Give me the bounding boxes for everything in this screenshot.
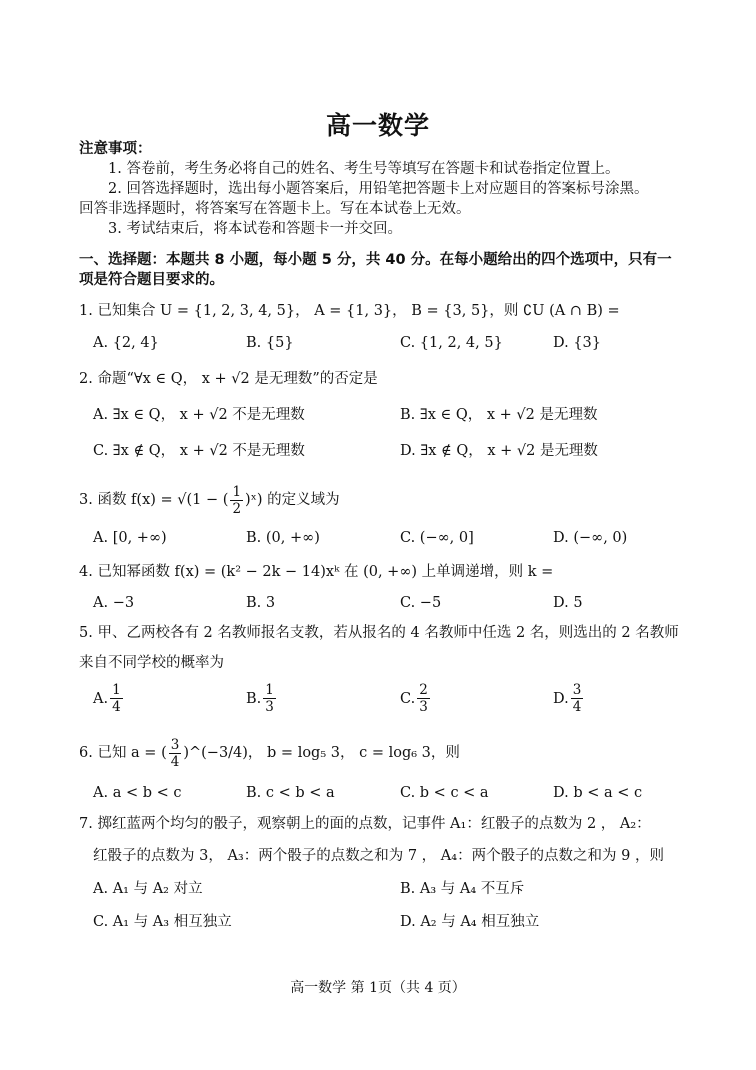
question-2-option-c: C. ∃x ∉ Q， x + √2 不是无理数 — [93, 443, 305, 459]
question-4-option-c: C. −5 — [400, 595, 442, 611]
question-3-option-d: D. (−∞, 0) — [553, 530, 628, 546]
question-6-stem-post: )^(−3/4)， b = log₅ 3， c = log₆ 3，则 — [183, 745, 460, 761]
option-label: B. — [246, 690, 262, 707]
option-label: C. — [400, 690, 416, 707]
question-1-option-a: A. {2, 4} — [93, 335, 159, 351]
question-3-stem-pre: 3. 函数 f(x) = √(1 − ( — [79, 492, 229, 508]
question-7-option-c: C. A₁ 与 A₃ 相互独立 — [93, 914, 232, 930]
fraction-numerator: 1 — [112, 682, 121, 698]
question-2-option-d: D. ∃x ∉ Q， x + √2 是无理数 — [400, 443, 598, 459]
question-6-stem — [79, 733, 460, 773]
question-1-option-c: C. {1, 2, 4, 5} — [400, 335, 503, 351]
section-heading: 一、选择题：本题共 8 小题，每小题 5 分，共 40 分。在每小题给出的四个选项中，只有一 — [79, 252, 672, 268]
fraction-numerator: 1 — [232, 483, 242, 500]
question-3-option-b: B. (0, +∞) — [246, 530, 320, 546]
question-5-stem-cont: 来自不同学校的概率为 — [79, 655, 224, 671]
question-7-option-a: A. A₁ 与 A₂ 对立 — [93, 881, 203, 897]
question-6-option-b: B. c < b < a — [246, 785, 335, 801]
question-1-option-b: B. {5} — [246, 335, 294, 351]
option-fraction — [571, 682, 584, 715]
notice-item-2-cont: 回答非选择题时，将答案写在答题卡上。写在本试卷上无效。 — [79, 201, 471, 217]
fraction-denominator: 3 — [419, 699, 428, 715]
page-footer: 高一数学 第 1页（共 4 页） — [290, 980, 466, 996]
option-label: A. — [93, 690, 109, 707]
question-3-option-a: A. [0, +∞) — [93, 530, 167, 546]
question-7-stem: 7. 掷红蓝两个均匀的骰子，观察朝上的面的点数，记事件 A₁：红骰子的点数为 2 ， A₂： — [79, 816, 651, 832]
question-3-stem-post: )ˣ) 的定义域为 — [245, 492, 340, 508]
question-2-option-a: A. ∃x ∈ Q， x + √2 不是无理数 — [93, 407, 305, 423]
fraction-denominator: 4 — [572, 699, 582, 715]
question-1-stem: 1. 已知集合 U = {1, 2, 3, 4, 5}， A = {1, 3}， B = {3, 5}，则 ∁U (A ∩ B) = — [79, 303, 620, 319]
question-2-stem: 2. 命题“∀x ∈ Q， x + √2 是无理数”的否定是 — [79, 371, 378, 387]
fraction-numerator: 3 — [170, 736, 180, 753]
question-6-option-a: A. a < b < c — [93, 785, 182, 801]
question-3-stem — [79, 480, 340, 520]
fraction-denominator: 2 — [232, 500, 242, 517]
question-4-option-b: B. 3 — [246, 595, 276, 611]
fraction-denominator: 4 — [112, 699, 121, 715]
fraction-numerator: 1 — [265, 682, 274, 698]
option-fraction — [417, 682, 430, 715]
notice-item-2: 2. 回答选择题时，选出每小题答案后，用铅笔把答题卡上对应题目的答案标号涂黑。 — [108, 181, 649, 197]
question-5-option-d — [553, 682, 585, 715]
question-6-option-d: D. b < a < c — [553, 785, 643, 801]
page-title: 高一数学 — [325, 111, 430, 140]
question-7-option-b: B. A₃ 与 A₄ 不互斥 — [400, 881, 525, 897]
question-3-fraction — [230, 484, 243, 517]
question-6-option-c: C. b < c < a — [400, 785, 489, 801]
question-7-stem-cont: 红骰子的点数为 3， A₃：两个骰子的点数之和为 7 ， A₄：两个骰子的点数之和为 9 ，则 — [93, 848, 665, 864]
question-4-stem: 4. 已知幂函数 f(x) = (k² − 2k − 14)xᵏ 在 (0, +∞) 上单调递增，则 k = — [79, 564, 554, 580]
question-5-option-a — [93, 682, 125, 715]
notice-item-1: 1. 答卷前，考生务必将自己的姓名、考生号等填写在答题卡和试卷指定位置上。 — [108, 161, 620, 177]
question-4-option-a: A. −3 — [93, 595, 135, 611]
notice-item-3: 3. 考试结束后，将本试卷和答题卡一并交回。 — [108, 221, 402, 237]
option-label: D. — [553, 690, 569, 707]
option-fraction — [263, 682, 276, 715]
question-1-option-d: D. {3} — [553, 335, 602, 351]
question-5-stem: 5. 甲、乙两校各有 2 名教师报名支教，若从报名的 4 名教师中任选 2 名，则选出的 2 名教师 — [79, 625, 679, 641]
notice-heading: 注意事项： — [79, 141, 152, 157]
fraction-denominator: 4 — [170, 753, 180, 770]
option-fraction — [110, 682, 123, 715]
question-6-fraction — [169, 737, 182, 770]
question-6-stem-pre: 6. 已知 a = ( — [79, 745, 167, 761]
fraction-denominator: 3 — [265, 699, 274, 715]
fraction-numerator: 2 — [419, 682, 428, 698]
question-7-option-d: D. A₂ 与 A₄ 相互独立 — [400, 914, 540, 930]
section-heading-cont: 项是符合题目要求的。 — [79, 272, 224, 288]
question-5-option-c — [400, 682, 432, 715]
question-5-option-b — [246, 682, 278, 715]
question-3-option-c: C. (−∞, 0] — [400, 530, 474, 546]
question-2-option-b: B. ∃x ∈ Q， x + √2 是无理数 — [400, 407, 598, 423]
question-4-option-d: D. 5 — [553, 595, 583, 611]
fraction-numerator: 3 — [572, 682, 582, 698]
